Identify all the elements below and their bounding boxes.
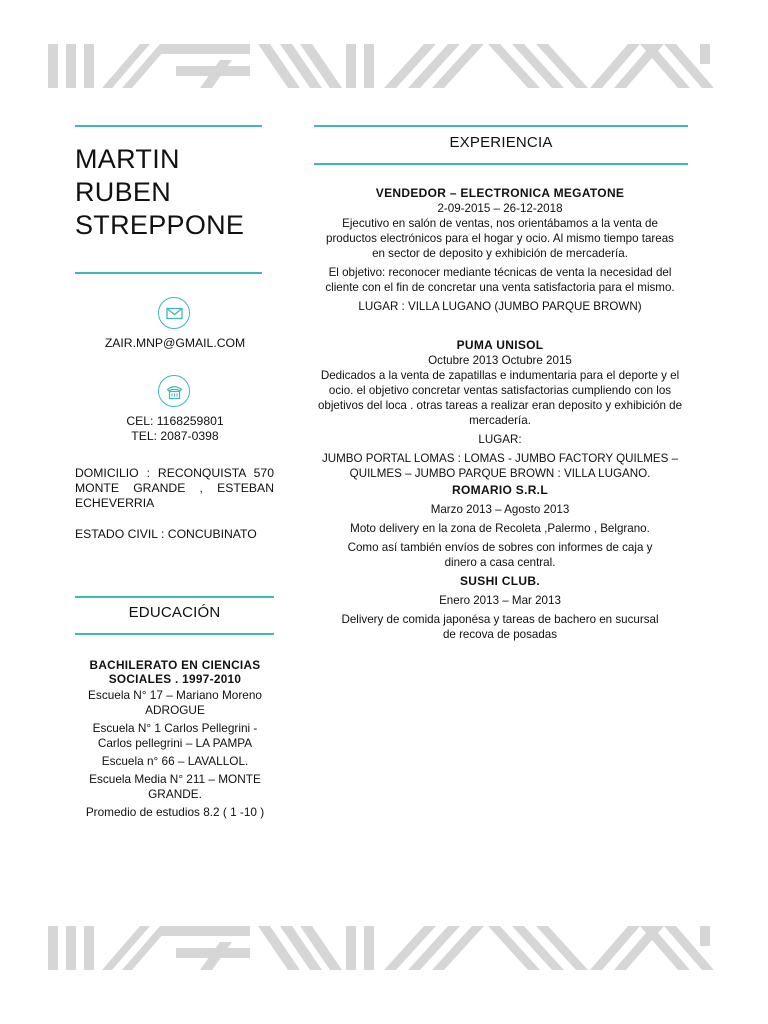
candidate-name <box>75 143 275 242</box>
education-title: EDUCACIÓN <box>128 604 221 621</box>
job-dates: Marzo 2013 – Agosto 2013 <box>430 503 570 516</box>
name-bottom-rule <box>75 272 262 274</box>
job-entry <box>314 574 686 642</box>
job-title: VENDEDOR – ELECTRONICA MEGATONE <box>375 186 625 200</box>
name-line-1: MARTIN <box>75 144 180 174</box>
job-title: PUMA UNISOL <box>456 338 544 352</box>
education-line: Escuela N° 17 – Mariano Moreno ADROGUE <box>88 688 262 717</box>
job-dates: Octubre 2013 Octubre 2015 <box>428 354 572 367</box>
name-line-2: RUBEN <box>75 177 172 207</box>
education-line: Escuela n° 66 – LAVALLOL. <box>101 754 249 768</box>
job-description: Moto delivery en la zona de Recoleta ,Palermo , Belgrano. <box>350 522 650 535</box>
job-entry <box>314 186 686 314</box>
experience-title: EXPERIENCIA <box>449 134 553 151</box>
education-line: Escuela N° 1 Carlos Pellegrini - Carlos pellegrini – LA PAMPA <box>92 721 258 750</box>
telephone: TEL: 2087-0398 <box>131 429 219 443</box>
stripe-pattern-bottom <box>0 924 768 976</box>
decorative-pattern-top <box>0 38 768 90</box>
education-bottom-rule <box>75 633 274 635</box>
education-block <box>75 658 275 823</box>
stripe-pattern-top <box>0 38 768 90</box>
marital-status: ESTADO CIVIL : CONCUBINATO <box>75 527 257 541</box>
name-top-rule <box>75 125 262 127</box>
job-entry <box>314 483 686 570</box>
job-dates: Enero 2013 – Mar 2013 <box>439 594 561 607</box>
job-dates: 2-09-2015 – 26-12-2018 <box>437 202 563 215</box>
job-description: Ejecutivo en salón de ventas, nos orientábamos a la venta de productos electrónicos para el hogar y ocio. Al mismo tiempo tareas en sector de deposito y exhibición de mercadería. <box>326 217 674 260</box>
job-description: Dedicados a la venta de zapatillas e indumentaria para el deporte y el ocio. el objetivo concretar ventas satisfactorias cumpliendo con los objetivos del loca . otras tareas a realizar eran deposito y exhibición de mercadería. <box>317 369 683 427</box>
cell-phone: CEL: 1168259801 <box>126 414 224 428</box>
job-location: LUGAR : VILLA LUGANO (JUMBO PARQUE BROWN) <box>358 300 642 313</box>
education-heading: BACHILERATO EN CIENCIAS SOCIALES . 1997-2010 <box>89 658 261 686</box>
job-entry <box>314 338 686 481</box>
experience-list <box>314 186 686 642</box>
job-title: ROMARIO S.R.L <box>452 483 548 497</box>
job-objective: El objetivo: reconocer mediante técnicas de venta la necesidad del cliente con el fin de concretar una venta satisfactoria para el mismo. <box>325 266 675 294</box>
experience-top-rule <box>314 125 688 127</box>
job-description: Delivery de comida japonésa y tareas de bachero en sucursal de recova de posadas <box>341 613 659 641</box>
address: DOMICILIO : RECONQUISTA 570 MONTE GRANDE , ESTEBAN ECHEVERRIA <box>75 466 274 510</box>
experience-bottom-rule <box>314 163 688 165</box>
decorative-pattern-bottom <box>0 924 768 976</box>
education-line: Promedio de estudios 8.2 ( 1 -10 ) <box>85 805 265 819</box>
job-title: SUSHI CLUB. <box>460 574 540 588</box>
education-line: Escuela Media N° 211 – MONTE GRANDE. <box>89 772 261 801</box>
telephone-icon <box>158 375 190 407</box>
job-location: JUMBO PORTAL LOMAS : LOMAS - JUMBO FACTORY QUILMES – QUILMES – JUMBO PARQUE BROWN : VILLA LUGANO. <box>321 452 679 480</box>
envelope-icon <box>158 297 190 329</box>
job-location-label: LUGAR: <box>478 433 522 446</box>
job-description: Como así también envíos de sobres con informes de caja y dinero a casa central. <box>347 541 653 569</box>
name-line-3: STREPPONE <box>75 210 245 240</box>
email[interactable]: ZAIR.MNP@GMAIL.COM <box>104 336 246 350</box>
education-top-rule <box>75 596 274 598</box>
